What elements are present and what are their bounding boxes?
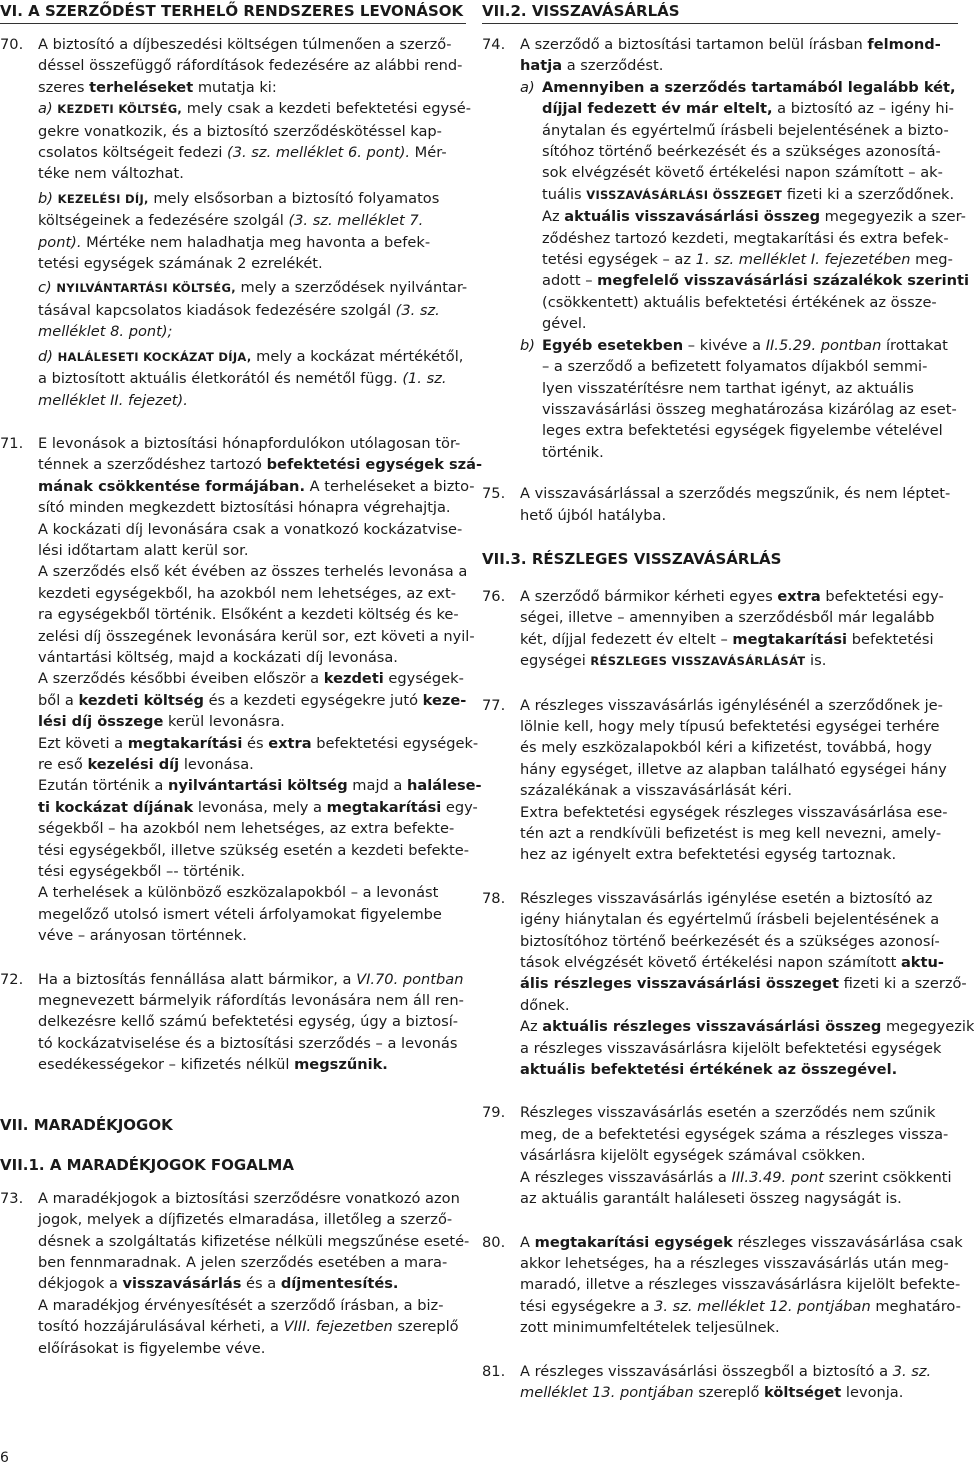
text-span: a biztosított aktuális életkorától és nemétől függ. bbox=[38, 370, 403, 388]
text-line bbox=[38, 390, 466, 411]
bold-term: aktuális részleges visszavásárlási összeg bbox=[542, 1018, 882, 1036]
reference: (3. sz. bbox=[395, 301, 440, 319]
text-line bbox=[520, 55, 958, 76]
text-line: tén azt a rendkívüli befizetést is meg kell nevezni, amely- bbox=[520, 825, 942, 842]
text-span: is. bbox=[805, 652, 827, 670]
text-span: és a bbox=[241, 1275, 281, 1293]
bold-term: extra bbox=[777, 587, 821, 605]
text-line bbox=[542, 249, 958, 270]
term-kezelesi-dij: KEZELÉSI DÍJ, bbox=[57, 191, 149, 206]
item-label: a) bbox=[38, 100, 53, 118]
text-line: hető újból hatályba. bbox=[520, 506, 667, 524]
text-line: déssel összefüggő ráfordítások fedezésére az alábbi rend- bbox=[38, 57, 463, 75]
text-line bbox=[520, 34, 958, 55]
item-label: b) bbox=[38, 189, 53, 207]
text-line: A maradékjogok a biztosítási szerződésre vonatkozó azon bbox=[38, 1189, 460, 1207]
text-line bbox=[520, 586, 958, 607]
paragraph-80 bbox=[482, 1232, 963, 1339]
text-span: A szerződő a biztosítási tartamon belül írásban bbox=[520, 36, 868, 53]
text-span: Mér- bbox=[410, 144, 447, 162]
reference: VIII. fejezetben bbox=[283, 1318, 393, 1336]
bold-term: megtakarítási egységek bbox=[534, 1233, 733, 1251]
text-span: majd a bbox=[347, 777, 407, 795]
paragraph-71 bbox=[0, 433, 483, 947]
text-line bbox=[542, 270, 969, 291]
text-span: egy- bbox=[441, 798, 478, 816]
text-line: mely csak a kezdeti befektetési egysé- bbox=[182, 100, 471, 118]
bold-term: megtakarítási bbox=[127, 734, 243, 752]
text-line: tetési egységek számának 2 ezrelékét. bbox=[38, 255, 323, 273]
reference: 3. sz. bbox=[892, 1362, 932, 1380]
text-span: költségeinek a fedezésére szolgál bbox=[38, 212, 289, 230]
paragraph-number: 75. bbox=[482, 485, 506, 503]
term-halaleseti-kockazat-dija: HALÁLESETI KOCKÁZAT DÍJA, bbox=[57, 349, 252, 364]
item-d bbox=[38, 346, 466, 368]
paragraph-number: 79. bbox=[482, 1104, 506, 1122]
text-span: csolatos költségeit fedezi bbox=[38, 144, 228, 162]
text-span: levonása, mely a bbox=[193, 798, 327, 816]
text-line: a részleges visszavásárlásra kijelölt befektetési egységek bbox=[520, 1039, 942, 1057]
text-span: ből a bbox=[38, 691, 79, 709]
text-line bbox=[38, 1316, 466, 1337]
paragraph-78 bbox=[482, 888, 974, 1081]
text-span: A szerződés későbbi éveiben először a bbox=[38, 670, 324, 688]
text-span: és bbox=[242, 734, 269, 752]
text-line: megelőző utolsó ismert vételi árfolyamokat figyelembe bbox=[38, 905, 442, 923]
text-line bbox=[38, 969, 466, 990]
text-line: zelési díj összegének levonására kerül sor, ezt követi a nyil- bbox=[38, 627, 475, 645]
paragraph-81 bbox=[482, 1361, 958, 1404]
text-line: igény hiánytalan és egyértelmű írásbeli bejelentésének a bbox=[520, 911, 940, 929]
text-line: A maradékjog érvényesítését a szerződő írásban, a biz- bbox=[38, 1296, 444, 1314]
text-span: dékjogok a bbox=[38, 1275, 123, 1293]
text-line: mely a szerződések nyilvántar- bbox=[235, 279, 468, 297]
text-line: Részleges visszavásárlás esetén a szerződés nem szűnik bbox=[520, 1104, 936, 1122]
bold-term: kezdeti költség bbox=[78, 691, 204, 709]
text-line: véve – arányosan történnek. bbox=[38, 927, 247, 945]
text-line: E levonások a biztosítási hónapfordulókon utólagosan tör- bbox=[38, 434, 461, 452]
bold-term: aktuális visszavásárlási összeg bbox=[564, 208, 821, 226]
text-line: ségekből – ha azokból nem lehetséges, az extra befekte- bbox=[38, 820, 455, 838]
text-line: hez az igényelt extra befektetési egység tartoznak. bbox=[520, 846, 897, 864]
text-span: A részleges visszavásárlás a bbox=[520, 1168, 732, 1186]
paragraph-75 bbox=[482, 483, 958, 526]
text-span: tuális bbox=[542, 185, 587, 203]
text-span: re eső bbox=[38, 756, 88, 773]
item-label: c) bbox=[38, 279, 52, 297]
bold-term: Amennyiben a szerződés tartamából legalább két, bbox=[542, 78, 956, 96]
bold-term: nyilvántartási költség bbox=[168, 777, 348, 795]
text-span: A szerződő bármikor kérheti egyes bbox=[520, 587, 778, 605]
bold-term: megszűnik. bbox=[294, 1056, 388, 1074]
text-line bbox=[38, 711, 466, 732]
text-line: százalékának a visszavásárlását kéri. bbox=[520, 782, 792, 800]
reference: II.5.29. pontban bbox=[765, 336, 882, 354]
text-line bbox=[38, 454, 483, 475]
text-span: szereplő bbox=[693, 1383, 765, 1401]
item-label: b) bbox=[520, 336, 535, 354]
text-span: tásával kapcsolatos kiadások fedezésére szolgál bbox=[38, 301, 396, 319]
text-line bbox=[38, 775, 482, 796]
reference: (3. sz. melléklet 6. pont). bbox=[227, 144, 411, 162]
bold-term: ális részleges visszavásárlási összeget bbox=[520, 975, 839, 993]
text-line bbox=[520, 952, 958, 973]
paragraph-73 bbox=[0, 1188, 470, 1359]
paragraph-number: 73. bbox=[0, 1189, 24, 1207]
text-span: részleges visszavásárlása csak bbox=[732, 1233, 963, 1251]
reference: (1. sz. bbox=[402, 370, 447, 388]
reference: 3. sz. melléklet 12. pontjában bbox=[654, 1297, 871, 1315]
text-line: vántartási költség, majd a kockázati díj levonása. bbox=[38, 648, 398, 666]
text-line bbox=[520, 1361, 958, 1382]
bold-term: ti kockázat díjának bbox=[38, 798, 194, 816]
text-span: – kivéve a bbox=[683, 336, 766, 354]
text-span: megegyezik bbox=[881, 1018, 974, 1036]
text-span: levonja. bbox=[841, 1383, 904, 1401]
text-line: kezdeti egységekből, ha azokból nem lehetséges, az ext- bbox=[38, 584, 456, 602]
text-line: megnevezett bármelyik ráfordítás levonására nem áll ren- bbox=[38, 992, 464, 1010]
bold-term: lési díj összege bbox=[38, 713, 164, 731]
text-line bbox=[38, 232, 466, 253]
text-span: Ezután történik a bbox=[38, 777, 169, 795]
text-line bbox=[520, 629, 958, 650]
bold-term: díjjal fedezett év már eltelt, bbox=[542, 100, 773, 118]
text-line bbox=[38, 668, 466, 689]
text-line bbox=[38, 797, 478, 818]
text-span: tetési egységek – az bbox=[542, 251, 696, 269]
text-line: sok elvégzését követő értékelési napon számított – ak- bbox=[542, 164, 943, 182]
bold-term: hatja bbox=[520, 57, 563, 75]
text-line bbox=[38, 300, 466, 321]
text-span: két, díjjal fedezett év eltelt – bbox=[520, 630, 733, 648]
text-line: akkor lehetséges, ha a részleges visszavásárlás után meg- bbox=[520, 1254, 949, 1272]
text-span: befektetési egy- bbox=[820, 587, 944, 605]
text-line: mely elsősorban a biztosító folyamatos bbox=[148, 189, 440, 207]
text-line: és mely eszközalapokból kéri a kifizetést, továbbá, hogy bbox=[520, 739, 932, 757]
bold-term: megfelelő visszavásárlási százalékok szerinti bbox=[597, 272, 969, 290]
text-line bbox=[520, 973, 967, 994]
term-visszavasarlasi-osszeg: VISSZAVÁSÁRLÁSI ÖSSZEGET bbox=[586, 187, 783, 202]
text-span: adott – bbox=[542, 272, 598, 290]
text-line: Részleges visszavásárlás igénylése esetén a biztosító az bbox=[520, 889, 933, 907]
text-line: (csökkentett) aktuális befektetési értékének az össze- bbox=[542, 293, 937, 311]
reference: (3. sz. melléklet 7. bbox=[288, 212, 424, 230]
text-line bbox=[520, 1167, 958, 1188]
bold-term: felmond- bbox=[867, 36, 941, 53]
item-b bbox=[38, 188, 466, 210]
text-span: a szerződést. bbox=[562, 57, 664, 75]
heading-rule bbox=[482, 23, 958, 24]
bold-term: megtakarítási bbox=[326, 798, 442, 816]
paragraph-72 bbox=[0, 969, 466, 1076]
paragraph-76 bbox=[482, 586, 958, 673]
text-span: meghatáro- bbox=[870, 1297, 961, 1315]
bold-term: aktuális befektetési értékének az összegével. bbox=[520, 1061, 898, 1079]
text-line: ánytalan és egyértelmű írásbeli bejelentésének a bizto- bbox=[542, 121, 949, 139]
text-span: írottakat bbox=[881, 336, 948, 354]
text-line bbox=[38, 754, 466, 775]
text-line bbox=[520, 1016, 974, 1037]
text-line: lési időtartam alatt kerül sor. bbox=[38, 541, 249, 559]
text-line bbox=[38, 690, 466, 711]
text-line: vásárlásra kijelölt egységek számával csökken. bbox=[520, 1147, 866, 1165]
paragraph-number: 72. bbox=[0, 970, 24, 988]
text-span: szereplő bbox=[392, 1318, 459, 1336]
text-line: sítóhoz történő beérkezését és a szükséges azonosítá- bbox=[542, 143, 941, 161]
item-a bbox=[38, 98, 471, 120]
bold-term: terheléseket bbox=[89, 78, 194, 96]
text-span: egységei bbox=[520, 652, 591, 670]
paragraph-number: 81. bbox=[482, 1362, 506, 1380]
term-nyilvantartasi-koltseg: NYILVÁNTARTÁSI KÖLTSÉG, bbox=[56, 281, 236, 296]
text-line: előírásokat is figyelembe véve. bbox=[38, 1339, 266, 1357]
item-label: a) bbox=[520, 78, 535, 96]
text-span: levonása. bbox=[179, 756, 254, 773]
text-line: A visszavásárlással a szerződés megszűnik, és nem léptet- bbox=[520, 485, 951, 503]
term-reszleges-visszavasarlas: RÉSZLEGES VISSZAVÁSÁRLÁSÁT bbox=[590, 654, 806, 669]
bold-term: befektetési egységek szá- bbox=[266, 456, 483, 474]
text-span: tások elvégzését követő értékelési napon számított bbox=[520, 954, 901, 972]
text-line: visszavásárlási összeg meghatározása kizárólag az eset- bbox=[542, 400, 957, 418]
bold-term: halálese- bbox=[406, 777, 482, 795]
text-line bbox=[542, 184, 958, 206]
reference: pont). bbox=[38, 233, 82, 251]
paragraph-number: 77. bbox=[482, 696, 506, 714]
text-line: A részleges visszavásárlás igénylésénél a szerződőnek je- bbox=[520, 696, 943, 714]
text-line: A szerződés első két évében az összes terhelés levonása a bbox=[38, 563, 468, 581]
text-line: A kockázati díj levonására csak a vonatkozó kockázatvise- bbox=[38, 520, 463, 538]
text-span: a biztosító az – igény hi- bbox=[772, 100, 954, 118]
text-span: fizeti ki a szerződőnek. bbox=[782, 185, 955, 203]
text-line: mely a kockázat mértékétől, bbox=[251, 347, 464, 365]
bold-term: kezdeti bbox=[323, 670, 384, 688]
text-line bbox=[38, 1054, 466, 1075]
text-line: tó kockázatviselése és a biztosítási szerződés – a levonás bbox=[38, 1034, 458, 1052]
bold-term: aktu- bbox=[900, 954, 944, 972]
text-span: egységek- bbox=[383, 670, 464, 688]
text-span: megegyezik a szer- bbox=[820, 208, 966, 226]
paragraph-number: 70. bbox=[0, 36, 24, 53]
text-line: dőnek. bbox=[520, 996, 570, 1014]
text-line: ződéshez tartozó kezdeti, megtakarítási és extra befek- bbox=[542, 229, 949, 247]
text-line: ra egységekből történik. Elsőként a kezdeti költség és ke- bbox=[38, 606, 459, 624]
text-line: téke nem változhat. bbox=[38, 165, 184, 183]
paragraph-77 bbox=[482, 695, 958, 866]
section-heading-vii-3: VII.3. RÉSZLEGES VISSZAVÁSÁRLÁS bbox=[482, 549, 782, 568]
text-line bbox=[520, 650, 958, 672]
text-span: esedékességekor – kifizetés nélkül bbox=[38, 1056, 295, 1074]
paragraph-74 bbox=[482, 34, 969, 463]
text-span: befektetési egységek- bbox=[311, 734, 479, 752]
bold-term: extra bbox=[268, 734, 312, 752]
section-heading-vi: VI. A SZERZŐDÉST TERHELŐ RENDSZERES LEVONÁSOK bbox=[0, 2, 464, 20]
bold-term: keze- bbox=[422, 691, 467, 709]
text-line: ben fennmaradnak. A jelen szerződés esetében a mara- bbox=[38, 1253, 448, 1271]
text-span: Mértéke nem haladhatja meg havonta a befek- bbox=[86, 233, 431, 251]
reference: melléklet II. fejezet). bbox=[38, 391, 188, 409]
text-line: történik. bbox=[542, 443, 604, 461]
text-line: biztosítóhoz történő beérkezését és a szükséges azonosí- bbox=[520, 932, 940, 950]
text-line: maradó, illetve a részleges visszavásárlásra kijelölt befekte- bbox=[520, 1276, 961, 1294]
text-line bbox=[520, 1232, 963, 1253]
paragraph-number: 78. bbox=[482, 889, 506, 907]
text-line: delkezésre kellő számú befektetési egység, úgy a biztosí- bbox=[38, 1013, 459, 1031]
text-span: A terheléseket a bizto- bbox=[305, 477, 475, 495]
bold-term: visszavásárlás bbox=[122, 1275, 242, 1293]
text-span: Az bbox=[520, 1018, 543, 1036]
text-line bbox=[38, 1273, 466, 1294]
section-heading-vii: VII. MARADÉKJOGOK bbox=[0, 1115, 173, 1134]
bold-term: költséget bbox=[764, 1383, 842, 1401]
text-line: lyen visszatérítésre nem tarthat igényt, az aktuális bbox=[542, 379, 914, 397]
text-line bbox=[520, 1059, 958, 1080]
text-line: az aktuális garantált haláleseti összeg nagyságát is. bbox=[520, 1190, 902, 1208]
text-line: jogok, melyek a díjfizetés elmaradása, illetőleg a szerző- bbox=[38, 1211, 453, 1229]
text-line: meg, de a befektetési egységek száma a részleges vissza- bbox=[520, 1125, 949, 1143]
text-line bbox=[542, 335, 958, 356]
paragraph-number: 76. bbox=[482, 587, 506, 605]
item-c bbox=[38, 277, 466, 299]
text-line: Extra befektetési egységek részleges visszavásárlása ese- bbox=[520, 803, 948, 821]
paragraph-79 bbox=[482, 1102, 958, 1209]
text-span: szerint csökkenti bbox=[824, 1168, 952, 1186]
text-line: ségei, illetve – amennyiben a szerződésből már legalább bbox=[520, 609, 935, 627]
left-column bbox=[0, 0, 483, 1359]
reference: melléklet 13. pontjában bbox=[520, 1383, 694, 1401]
text-line: gével. bbox=[542, 315, 587, 333]
text-line bbox=[38, 210, 466, 231]
text-span: ténnek a szerződéshez tartozó bbox=[38, 456, 267, 474]
text-line bbox=[520, 1382, 958, 1403]
bold-term: megtakarítási bbox=[732, 630, 848, 648]
text-line: tési egységekből, illetve szükség esetén a kezdeti befekte- bbox=[38, 841, 469, 859]
text-line: lölnie kell, hogy mely típusú befektetési egységei terhére bbox=[520, 717, 940, 735]
paragraph-70 bbox=[0, 34, 471, 411]
text-line bbox=[38, 476, 475, 497]
text-line: leges extra befektetési egységek figyelembe vételével bbox=[542, 422, 943, 440]
paragraph-number: 71. bbox=[0, 434, 24, 452]
text-line bbox=[38, 733, 479, 754]
bold-term: Egyéb esetekben bbox=[542, 336, 684, 354]
heading-rule bbox=[0, 23, 466, 24]
text-line bbox=[38, 142, 466, 163]
text-span: A bbox=[520, 1233, 535, 1251]
text-line: sító minden megkezdett biztosítási hónapra végrehajtja. bbox=[38, 499, 451, 517]
text-span: Az bbox=[542, 208, 565, 226]
text-span: fizeti ki a szerző- bbox=[838, 975, 967, 993]
item-label: d) bbox=[38, 347, 53, 365]
text-line: szeres terheléseket mutatja ki: bbox=[38, 78, 277, 96]
right-column bbox=[482, 0, 974, 1403]
text-span: meg- bbox=[910, 251, 953, 269]
text-line bbox=[38, 368, 466, 389]
text-line bbox=[542, 98, 958, 119]
section-heading-vii-1: VII.1. A MARADÉKJOGOK FOGALMA bbox=[0, 1155, 294, 1174]
text-line: zott minimumfeltételek teljesülnek. bbox=[520, 1319, 780, 1337]
text-span: Ezt követi a bbox=[38, 734, 128, 752]
item-a bbox=[520, 77, 969, 335]
paragraph-number: 74. bbox=[482, 36, 506, 53]
section-heading-vii-2: VII.2. VISSZAVÁSÁRLÁS bbox=[482, 2, 680, 20]
term-kezdeti-koltseg: KEZDETI KÖLTSÉG, bbox=[57, 102, 183, 117]
reference: VI.70. pontban bbox=[356, 970, 464, 988]
item-b bbox=[520, 335, 958, 463]
text-line: – a szerződő a befizetett folyamatos díjakból semmi- bbox=[542, 358, 928, 376]
text-span: kerül levonásra. bbox=[163, 713, 285, 731]
text-line bbox=[520, 1296, 961, 1317]
bold-term: díjmentesítés. bbox=[280, 1275, 399, 1293]
text-line: hány egységet, illetve az alapban található egységei hány bbox=[520, 760, 947, 778]
page-number: 6 bbox=[0, 1450, 9, 1466]
text-span: A részleges visszavásárlási összegből a biztosító a bbox=[520, 1362, 893, 1380]
reference: III.3.49. pont bbox=[731, 1168, 825, 1186]
text-line: A biztosító a díjbeszedési költségen túlmenően a szerző- bbox=[38, 36, 452, 53]
text-span: és a kezdeti egységekre jutó bbox=[203, 691, 423, 709]
text-line: tési egységekből –- történik. bbox=[38, 863, 245, 881]
text-span: tosító hozzájárulásával kérheti, a bbox=[38, 1318, 284, 1336]
bold-term: kezelési díj bbox=[87, 756, 180, 773]
text-span: tési egységekre a bbox=[520, 1297, 655, 1315]
text-line: gekre vonatkozik, és a biztosító szerződéskötéssel kap- bbox=[38, 122, 442, 140]
text-line: A terhelések a különböző eszközalapokból – a levonást bbox=[38, 884, 439, 902]
reference: 1. sz. melléklet I. fejezetében bbox=[695, 251, 911, 269]
text-span: befektetési bbox=[847, 630, 934, 648]
text-line bbox=[542, 206, 966, 227]
text-span: Ha a biztosítás fennállása alatt bármikor, a bbox=[38, 970, 357, 988]
text-line: désnek a szolgáltatás kifizetése nélküli megszűnése eseté- bbox=[38, 1232, 470, 1250]
reference: melléklet 8. pont); bbox=[38, 323, 173, 341]
paragraph-number: 80. bbox=[482, 1233, 506, 1251]
bold-term: mának csökkentése formájában. bbox=[38, 477, 305, 495]
text-line bbox=[38, 321, 466, 342]
text-line bbox=[542, 77, 958, 98]
